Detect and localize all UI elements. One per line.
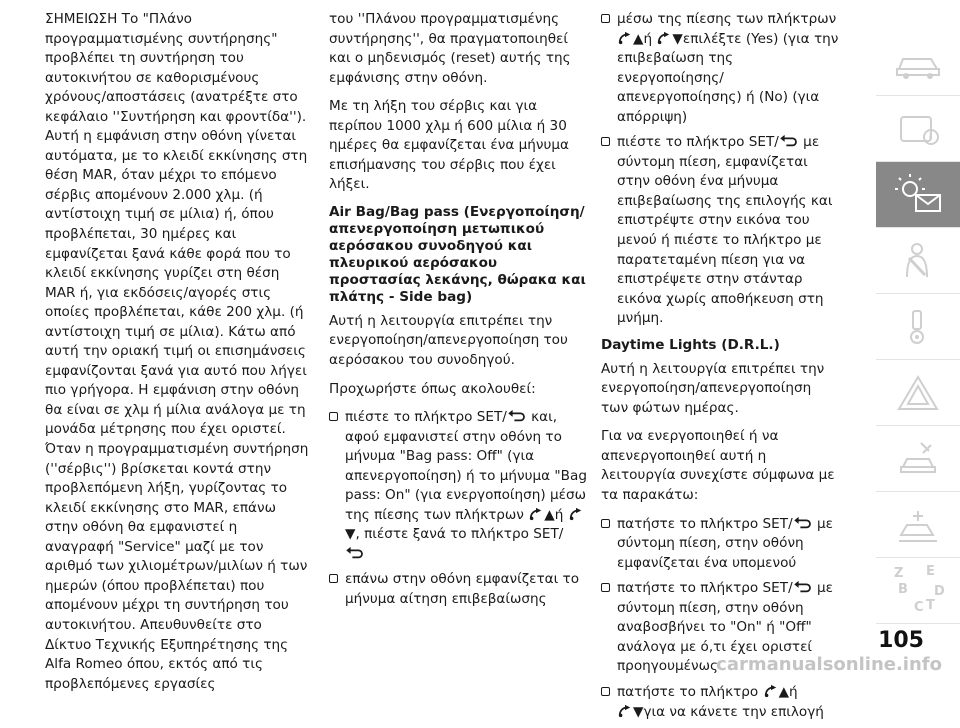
return-arrow-icon (793, 516, 813, 530)
checkbox-bullet-icon (329, 412, 338, 421)
warning-light-envelope-icon (890, 173, 946, 217)
lever-icon (568, 507, 584, 521)
technical-data-icon (893, 505, 943, 545)
triangle-down-icon: ▼ (633, 703, 644, 720)
tab-starting[interactable] (876, 294, 960, 360)
index-letter-d: D (934, 583, 945, 599)
airbag-section-heading: Air Bag/Bag pass (Ενεργοποίηση/απενεργοποίηση μετωπικού αερόσακου συνοδηγού και πλευρικού αερόσακου προστασίας λεκάνης, θώρακα και πλάτης - Side bag) (329, 203, 586, 305)
service-expired-paragraph: Με τη λήξη του σέρβις και για περίπου 1000 χλμ ή 600 μίλια ή 30 ημέρες θα εμφανίζεται ένα μήνυμα επισήμανσης του σέρβις που έχει λήξει. (329, 98, 569, 193)
wrench-car-icon (893, 439, 943, 479)
svg-text:i: i (928, 132, 932, 144)
maintenance-note-paragraph: ΣΗΜΕΙΩΣΗ Το "Πλάνο προγραμματισμένης συντήρησης" προβλέπει τη συντήρηση του αυτοκινήτου σε καθορισμένους χρόνους/αποστάσεις (ανατρέξτε στο κεφάλαιο ''Συντήρηση και φροντίδα''). Αυτή η εμφάνιση στην οθόνη γίνεται αυτόματα, με το κλειδί εκκίνησης στη θέση MAR, όταν μέχρι το επόμενο σέρβις απομένουν 2.000 χλμ. (ή αντίστοιχη τιμή σε μίλια) ή, όπου προβλέπεται, 30 ημέρες και εμφανίζεται ξανά κάθε φορά που το κλειδί εκκίνησης γυρίζει στη θέση MAR ή, για εκδόσεις/αγορές στις οποίες προβλέπεται, κάθε 200 χλμ. (ή αντίστοιχη τιμή σε μίλια). Κάτω από αυτή την οριακή τιμή οι επισημάνσεις εμφανίζονται ξανά για αυτό που λήγει πιο γρήγορα. Η εμφάνιση στην οθόνη θα είναι σε χλμ ή μίλια ανάλογα με τη μονάδα μέτρησης που έχει οριστεί. Όταν η προγραμματισμένη συντήρηση (''σέρβις'') βρίσκεται κοντά στην προβλεπόμενη λήξη, γυρίζοντας το κλειδί εκκίνησης στο MAR, επάνω στην οθόνη θα εμφανιστεί η αναγραφή "Service" μαζί με τον αριθμό των χιλιομέτρων/μιλίων ή των ημερών (όπου προβλέπεται) που απομένουν μέχρι τη συντήρηση του αυτοκινήτου. Απευθυνθείτε στο Δίκτυο Τεχνικής Εξυπηρέτησης της Alfa Romeo όπου, εκτός από τις προβλεπόμενες εργασίες (45, 11, 309, 692)
lever-icon (763, 684, 779, 698)
checkbox-bullet-icon (329, 574, 338, 583)
list-item: πιέστε το πλήκτρο SET/ με σύντομη πίεση, εμφανίζεται στην οθόνη ένα μήνυμα επιβεβαίωσης της επιλογής και επιστρέψτε στην εικόνα του μενού ή πιέστε το πλήκτρο με παρατεταμένη πίεση για να επιστρέψετε στην στάνταρ εικόνα χωρίς αποθήκευση στη μνήμη. (601, 133, 841, 328)
warning-triangle-icon (893, 373, 943, 413)
key-icon (893, 307, 943, 347)
checkbox-bullet-icon (601, 687, 610, 696)
return-arrow-icon (793, 580, 813, 594)
tab-maintenance[interactable] (876, 426, 960, 492)
tab-index[interactable] (876, 558, 960, 624)
lever-icon (528, 507, 544, 521)
triangle-up-icon: ▲ (778, 683, 790, 700)
column-2 (329, 10, 593, 616)
list-item: πιέστε το πλήκτρο SET/ και, αφού εμφανιστεί στην οθόνη το μήνυμα "Bag pass: Off" (για απενεργοποίηση) ή το μήνυμα "Bag pass: On" (για ενεργοποίηση) μέσω της πίεσης των πλήκτρων ▲ή ▼, πιέστε ξανά το πλήκτρο SET/ (329, 408, 593, 564)
column-3 (601, 10, 841, 728)
triangle-down-icon: ▼ (672, 30, 683, 47)
lever-icon (656, 31, 672, 45)
lever-icon (617, 704, 633, 718)
drl-procedure-paragraph: Για να ενεργοποιηθεί ή να απενεργοποιηθεί αυτή η λειτουργία συνεχίστε σύμφωνα με τα παρακάτω: (601, 428, 835, 504)
checkbox-bullet-icon (601, 137, 610, 146)
return-arrow-icon (507, 409, 527, 423)
tab-technical-data[interactable] (876, 492, 960, 558)
watermark: carmanualsonline.info (716, 654, 942, 675)
list-item: μέσω της πίεσης των πλήκτρων ▲ή ▼επιλέξτε (Yes) (για την επιβεβαίωση της ενεργοποίησης/απενεργοποίησης) ή (No) (για απόρριψη) (601, 10, 841, 127)
page-number: 105 (878, 628, 924, 653)
car-icon (893, 45, 943, 81)
index-letters-icon (888, 563, 948, 619)
index-letter-b: B (898, 581, 908, 597)
index-letter-t: T (926, 597, 935, 613)
chapter-tabs (876, 30, 960, 624)
checkbox-bullet-icon (601, 583, 610, 592)
proceed-paragraph: Προχωρήστε όπως ακολουθεί: (329, 380, 536, 397)
tab-safety[interactable] (876, 228, 960, 294)
service-plan-continuation: του ''Πλάνου προγραμματισμένης συντήρησης'', θα πραγματοποιηθεί και ο μηδενισμός (reset) αυτής της εμφάνισης στην οθόνη. (329, 11, 571, 86)
triangle-up-icon: ▲ (633, 30, 644, 47)
return-arrow-icon (779, 134, 799, 148)
drl-intro-paragraph: Αυτή η λειτουργία επιτρέπει την ενεργοποίηση/απενεργοποίηση των φώτων ημέρας. (601, 360, 825, 416)
tab-emergency[interactable] (876, 360, 960, 426)
index-letter-c: C (914, 599, 924, 615)
checkbox-bullet-icon (601, 14, 610, 23)
tab-dashboard[interactable] (876, 96, 960, 162)
return-arrow-icon (345, 546, 365, 560)
index-letter-e: E (926, 563, 935, 579)
seatbelt-icon (893, 241, 943, 281)
list-item: πατήστε το πλήκτρο ▲ή ▼για να κάνετε την επιλογή (601, 683, 841, 722)
tab-warning-lights[interactable] (876, 162, 960, 228)
dashboard-info-icon (893, 111, 943, 147)
daytime-lights-heading: Daytime Lights (D.R.L.) (601, 336, 780, 353)
triangle-up-icon: ▲ (544, 506, 555, 523)
triangle-down-icon: ▼ (345, 526, 356, 543)
list-item: πατήστε το πλήκτρο SET/ με σύντομη πίεση, στην οθόνη αναβοσβήνει το "On" ή "Off" ανάλογα με ό,τι έχει οριστεί προηγουμένως (601, 579, 841, 677)
list-item: επάνω στην οθόνη εμφανίζεται το μήνυμα αίτηση επιβεβαίωσης (329, 570, 593, 609)
tab-vehicle[interactable] (876, 30, 960, 96)
index-letter-z: Z (894, 565, 904, 581)
list-item: πατήστε το πλήκτρο SET/ με σύντομη πίεση, στην οθόνη εμφανίζεται ένα υπομενού (601, 515, 841, 574)
lever-icon (617, 31, 633, 45)
column-1 (45, 10, 309, 703)
checkbox-bullet-icon (601, 519, 610, 528)
airbag-intro-paragraph: Αυτή η λειτουργία επιτρέπει την ενεργοποίηση/απενεργοποίηση του αερόσακου του συνοδηγού. (329, 312, 568, 369)
